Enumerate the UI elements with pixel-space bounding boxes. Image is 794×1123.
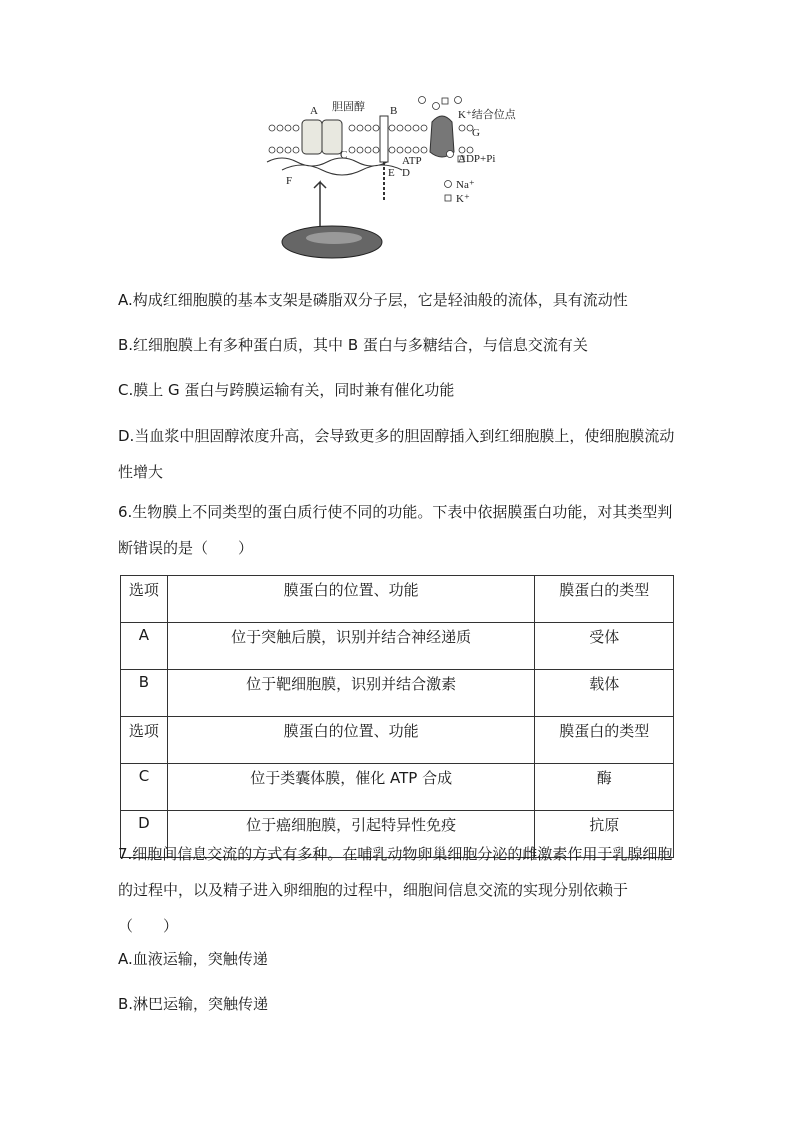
label-k-legend: K⁺ — [456, 193, 470, 205]
label-g: G — [472, 127, 480, 139]
table-row — [121, 670, 674, 717]
up-arrow — [314, 182, 326, 230]
table-cell: A — [121, 623, 168, 670]
label-b: B — [390, 105, 398, 117]
table-cell: 膜蛋白的位置、功能 — [167, 576, 535, 623]
table-row — [121, 576, 674, 623]
label-f: F — [286, 175, 293, 187]
table-cell: 位于靶细胞膜，识别并结合激素 — [167, 670, 535, 717]
table-row — [121, 764, 674, 811]
label-e: E — [388, 167, 395, 179]
table-cell: 膜蛋白的类型 — [535, 576, 674, 623]
question-7-stem: 7.细胞间信息交流的方式有多种。在哺乳动物卵巢细胞分泌的雌激素作用于乳腺细胞的过程中，以及精子进入卵细胞的过程中，细胞间信息交流的实现分别依赖于（ ） — [118, 845, 673, 935]
table-cell: 位于类囊体膜，催化 ATP 合成 — [167, 764, 535, 811]
table-cell: 载体 — [535, 670, 674, 717]
label-c: C — [340, 149, 348, 161]
table-cell: 选项 — [121, 717, 168, 764]
table-cell: D — [121, 811, 168, 858]
label-k-site: K⁺结合位点 — [458, 109, 516, 121]
membrane-diagram — [262, 92, 530, 262]
label-na-legend: Na⁺ — [456, 179, 475, 191]
table-row — [121, 623, 674, 670]
label-a: A — [310, 105, 318, 117]
protein-a — [302, 120, 322, 154]
table-cell: 膜蛋白的位置、功能 — [167, 717, 535, 764]
table-cell: 抗原 — [535, 811, 674, 858]
table-cell: 酶 — [535, 764, 674, 811]
table-cell: 受体 — [535, 623, 674, 670]
table-cell: 位于突触后膜，识别并结合神经递质 — [167, 623, 535, 670]
question-6-table — [120, 575, 674, 858]
option-q5-a: A.构成红细胞膜的基本支架是磷脂双分子层，它是轻油般的流体，具有流动性 — [118, 291, 628, 309]
option-q7-b: B.淋巴运输，突触传递 — [118, 995, 269, 1013]
table-row — [121, 717, 674, 764]
table-cell: 选项 — [121, 576, 168, 623]
label-atp: ATP — [402, 155, 422, 167]
label-adp: ADP+Pi — [458, 153, 496, 165]
option-q7-a: A.血液运输，突触传递 — [118, 950, 268, 968]
question-6-stem: 6.生物膜上不同类型的蛋白质行使不同的功能。下表中依据膜蛋白功能，对其类型判断错误的是（ ） — [118, 503, 673, 557]
protein-b — [380, 116, 388, 162]
option-q5-b: B.红细胞膜上有多种蛋白质，其中 B 蛋白与多糖结合，与信息交流有关 — [118, 336, 588, 354]
label-cholesterol: 胆固醇 — [332, 101, 365, 113]
option-q5-c: C.膜上 G 蛋白与跨膜运输有关，同时兼有催化功能 — [118, 381, 455, 399]
table-cell: 位于癌细胞膜，引起特异性免疫 — [167, 811, 535, 858]
label-d: D — [402, 167, 410, 179]
table-cell: C — [121, 764, 168, 811]
table-cell: B — [121, 670, 168, 717]
option-q5-d: D.当血浆中胆固醇浓度升高，会导致更多的胆固醇插入到红细胞膜上，使细胞膜流动性增大 — [118, 427, 675, 481]
table-cell: 膜蛋白的类型 — [535, 717, 674, 764]
